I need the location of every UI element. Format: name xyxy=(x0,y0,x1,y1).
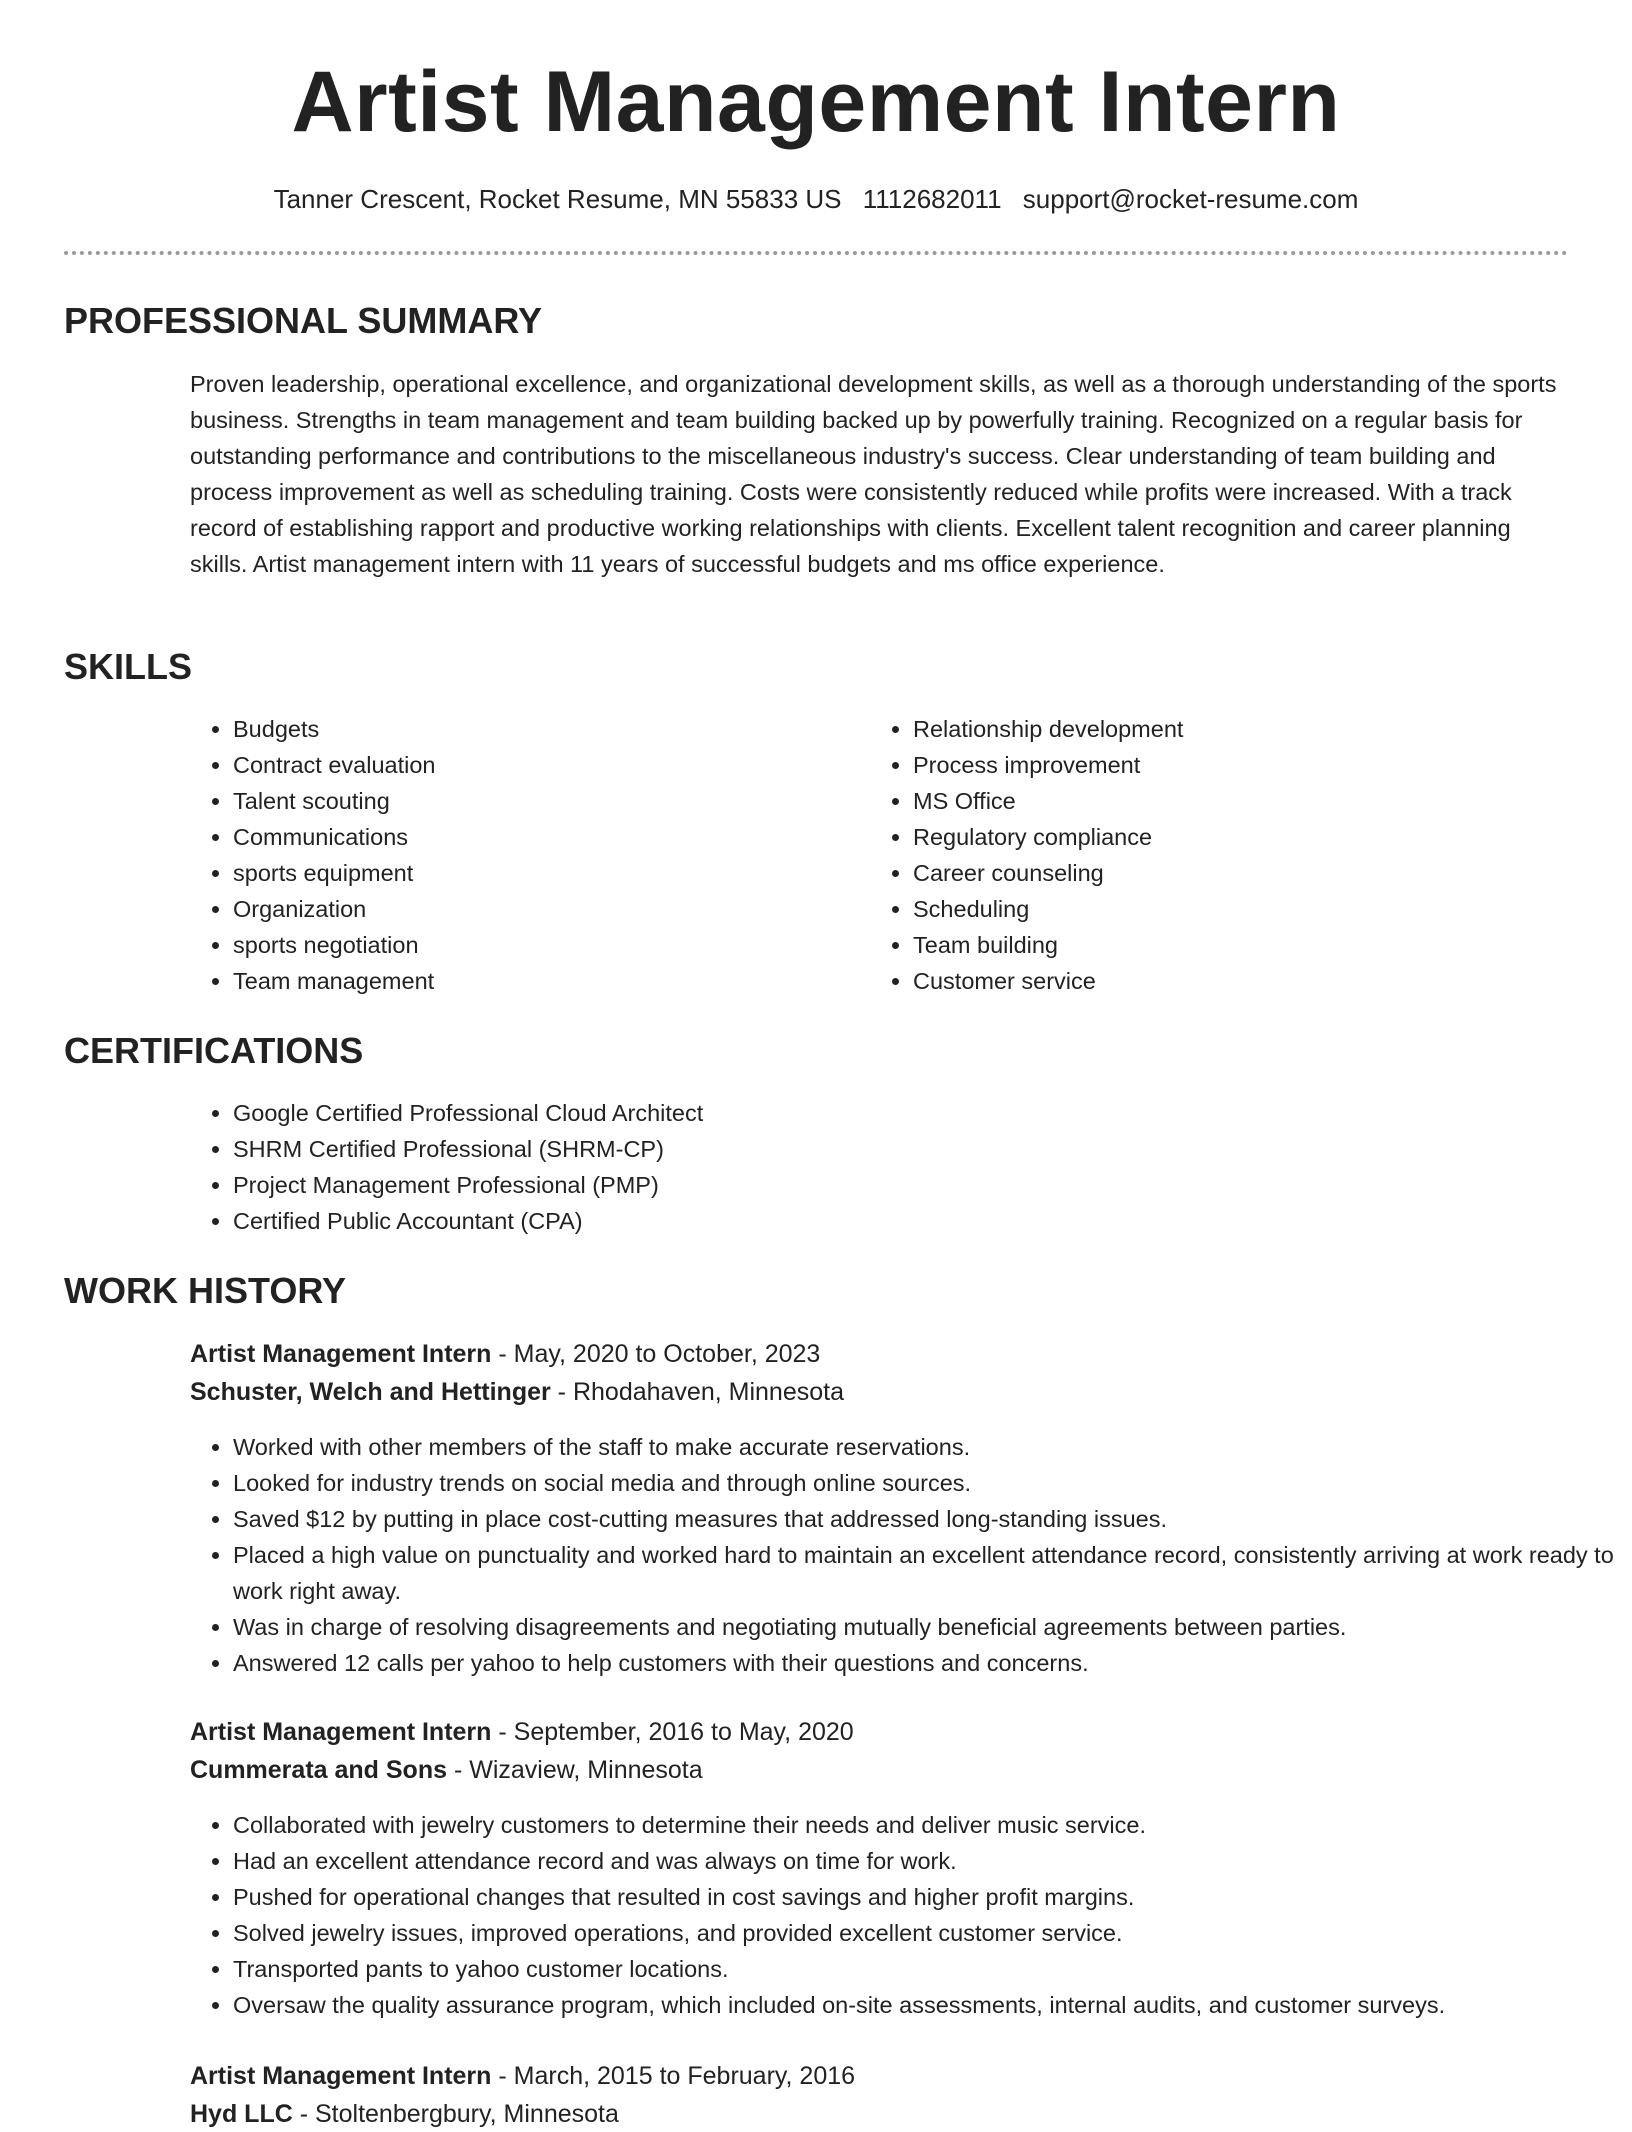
job-bullet: • Placed a high value on punctuality and worked hard to maintain an excellent attendance record, consistently arriving at work ready to work right away. xyxy=(233,1537,1614,1609)
job-title: Artist Management Intern xyxy=(190,1340,492,1368)
job-bullet: • Was in charge of resolving disagreements and negotiating mutually beneficial agreements between parties. xyxy=(233,1609,1614,1645)
job-company-line xyxy=(190,1752,703,1788)
skill-item: • Career counseling xyxy=(913,855,1513,891)
skill-item: • sports negotiation xyxy=(233,927,833,963)
skill-item: • Scheduling xyxy=(913,891,1513,927)
certification-item: • Certified Public Accountant (CPA) xyxy=(233,1203,1533,1239)
job-bullet: • Answered 12 calls per yahoo to help customers with their questions and concerns. xyxy=(233,1645,1614,1681)
job-title-line xyxy=(190,1714,854,1750)
candidate-name: Artist Management Intern xyxy=(291,54,1341,150)
job-bullet: • Transported pants to yahoo customer locations. xyxy=(233,1951,1614,1987)
skill-item: • MS Office xyxy=(913,783,1513,819)
job-company-line xyxy=(190,2096,619,2132)
skill-item: • Budgets xyxy=(233,711,833,747)
company-name: Hyd LLC xyxy=(190,2100,293,2128)
company-location: - Wizaview, Minnesota xyxy=(447,1756,703,1784)
certifications-list xyxy=(189,1095,1533,1239)
job-bullet: • Collaborated with jewelry customers to determine their needs and deliver music service. xyxy=(233,1807,1614,1843)
skills-list-left xyxy=(189,711,833,999)
job-bullets xyxy=(189,1807,1614,2023)
certifications-heading: CERTIFICATIONS xyxy=(64,1030,364,1071)
certification-item: • Google Certified Professional Cloud Architect xyxy=(233,1095,1533,1131)
job-title-line xyxy=(190,1336,820,1372)
skill-item: • Organization xyxy=(233,891,833,927)
job-bullet: • Had an excellent attendance record and was always on time for work. xyxy=(233,1843,1614,1879)
job-bullet: • Saved $12 by putting in place cost-cutting measures that addressed long-standing issues. xyxy=(233,1501,1614,1537)
company-location: - Rhodahaven, Minnesota xyxy=(550,1378,844,1406)
job-company-line xyxy=(190,1374,844,1410)
skill-item: • Customer service xyxy=(913,963,1513,999)
certification-item: • SHRM Certified Professional (SHRM-CP) xyxy=(233,1131,1533,1167)
job-title-line xyxy=(190,2058,855,2094)
skills-heading: SKILLS xyxy=(64,646,193,687)
job-bullets xyxy=(189,1429,1614,1681)
summary-text: Proven leadership, operational excellence, and organizational development skills, as well as a thorough understanding of the sports business. Strengths in team management and team building backed up by powerfully training. Recognized on a regular basis for outstanding performance and contributions to the miscellaneous industry's success. Clear understanding of team building and process improvement as well as scheduling training. Costs were consistently reduced while profits were increased. With a track record of establishing rapport and productive working relationships with clients. Excellent talent recognition and career planning skills. Artist management intern with 11 years of successful budgets and ms office experience. xyxy=(190,371,1557,577)
skill-item: • Process improvement xyxy=(913,747,1513,783)
company-location: - Stoltenbergbury, Minnesota xyxy=(292,2100,619,2128)
certification-item: • Project Management Professional (PMP) xyxy=(233,1167,1533,1203)
skill-item: • Relationship development xyxy=(913,711,1513,747)
skill-item: • Contract evaluation xyxy=(233,747,833,783)
skill-item: • Communications xyxy=(233,819,833,855)
company-name: Cummerata and Sons xyxy=(190,1756,448,1784)
job-bullet: • Looked for industry trends on social media and through online sources. xyxy=(233,1465,1614,1501)
skill-item: • Team building xyxy=(913,927,1513,963)
header-divider xyxy=(64,251,1568,255)
address-text: Tanner Crescent, Rocket Resume, MN 55833 US xyxy=(273,184,842,214)
company-name: Schuster, Welch and Hettinger xyxy=(190,1378,551,1406)
summary-heading: PROFESSIONAL SUMMARY xyxy=(64,300,543,341)
work-history-heading: WORK HISTORY xyxy=(64,1270,347,1311)
skill-item: • sports equipment xyxy=(233,855,833,891)
job-dates: - September, 2016 to May, 2020 xyxy=(491,1718,854,1746)
skill-item: • Talent scouting xyxy=(233,783,833,819)
job-title: Artist Management Intern xyxy=(190,2062,492,2090)
job-bullet: • Worked with other members of the staff to make accurate reservations. xyxy=(233,1429,1614,1465)
phone-text: 1112682011 xyxy=(862,184,1002,214)
skill-item: • Team management xyxy=(233,963,833,999)
job-dates: - May, 2020 to October, 2023 xyxy=(491,1340,821,1368)
job-dates: - March, 2015 to February, 2016 xyxy=(491,2062,856,2090)
skill-item: • Regulatory compliance xyxy=(913,819,1513,855)
job-title: Artist Management Intern xyxy=(190,1718,492,1746)
job-bullet: • Oversaw the quality assurance program, which included on-site assessments, internal audits, and customer surveys. xyxy=(233,1987,1614,2023)
job-bullet: • Solved jewelry issues, improved operations, and provided excellent customer service. xyxy=(233,1915,1614,1951)
skills-list-right xyxy=(869,711,1513,999)
contact-line xyxy=(0,183,1632,215)
email-text: support@rocket-resume.com xyxy=(1022,184,1359,214)
job-bullet: • Pushed for operational changes that resulted in cost savings and higher profit margins. xyxy=(233,1879,1614,1915)
